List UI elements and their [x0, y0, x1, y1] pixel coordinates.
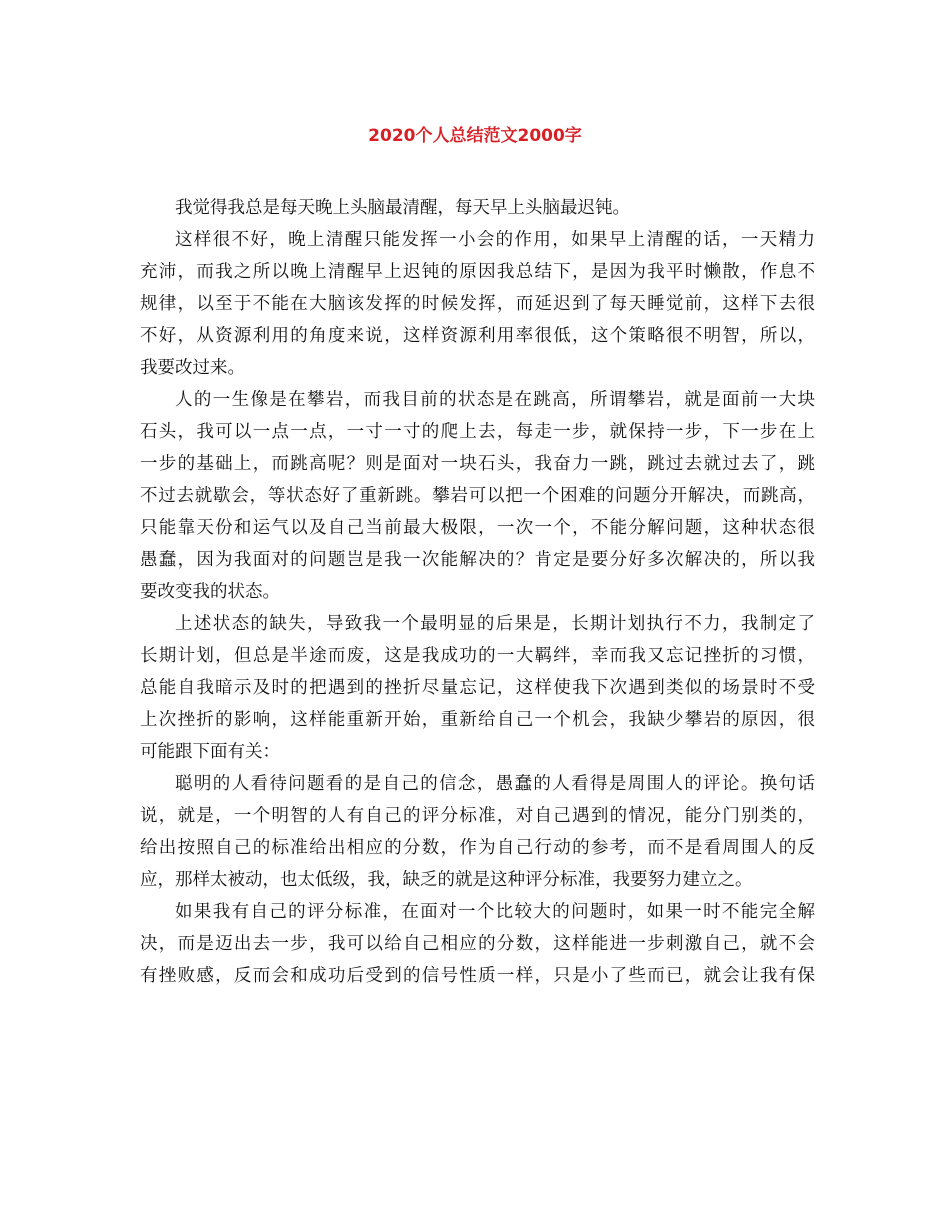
text-line: 人的一生像是在攀岩，而我目前的状态是在跳高，所谓攀岩，就是面前一大块 — [175, 390, 815, 410]
text-line: 上述状态的缺失，导致我一个最明显的后果是，长期计划执行不力，我制定了 — [175, 614, 815, 634]
document-title: 2020个人总结范文2000字 — [368, 126, 582, 146]
text-line: 应，那样太被动，也太低级，我，缺乏的就是这种评分标准，我要努力建立之。 — [140, 870, 753, 890]
text-line: 石头，我可以一点一点，一寸一寸的爬上去，每走一步，就保持一步，下一步在上 — [140, 422, 815, 442]
text-line: 一步的基础上，而跳高呢？则是面对一块石头，我奋力一跳，跳过去就过去了，跳 — [140, 454, 815, 474]
paragraph — [140, 896, 815, 992]
text-line: 充沛，而我之所以晚上清醒早上迟钝的原因我总结下，是因为我平时懒散，作息不 — [140, 262, 815, 282]
text-line: 如果我有自己的评分标准，在面对一个比较大的问题时，如果一时不能完全解 — [175, 902, 815, 922]
text-line: 只能靠天份和运气以及自己当前最大极限，一次一个，不能分解问题，这种状态很 — [140, 518, 815, 538]
text-line: 要改变我的状态。 — [140, 582, 280, 602]
text-line: 我觉得我总是每天晚上头脑最清醒，每天早上头脑最迟钝。 — [175, 198, 630, 218]
text-line: 不好，从资源利用的角度来说，这样资源利用率很低，这个策略很不明智，所以， — [140, 326, 815, 346]
text-line: 说，就是，一个明智的人有自己的评分标准，对自己遇到的情况，能分门别类的， — [140, 806, 815, 826]
text-line: 有挫败感，反而会和成功后受到的信号性质一样，只是小了些而已，就会让我有保 — [140, 966, 815, 986]
text-line: 愚蠢，因为我面对的问题岂是我一次能解决的？肯定是要分好多次解决的，所以我 — [140, 550, 815, 570]
paragraph — [140, 768, 815, 896]
text-line: 总能自我暗示及时的把遇到的挫折尽量忘记，这样使我下次遇到类似的场景时不受 — [140, 678, 815, 698]
text-line: 聪明的人看待问题看的是自己的信念，愚蠢的人看得是周围人的评论。换句话 — [175, 774, 815, 794]
text-line: 长期计划，但总是半途而废，这是我成功的一大羁绊，幸而我又忘记挫折的习惯， — [140, 646, 815, 666]
document-body — [140, 192, 815, 992]
text-line: 这样很不好，晚上清醒只能发挥一小会的作用，如果早上清醒的话，一天精力 — [175, 230, 815, 250]
paragraph — [140, 224, 815, 384]
text-line: 决，而是迈出去一步，我可以给自己相应的分数，这样能进一步刺激自己，就不会 — [140, 934, 815, 954]
paragraph — [140, 192, 815, 224]
paragraph — [140, 384, 815, 608]
text-line: 可能跟下面有关： — [140, 742, 280, 762]
text-line: 我要改过来。 — [140, 358, 245, 378]
text-line: 不过去就歇会，等状态好了重新跳。攀岩可以把一个困难的问题分开解决，而跳高， — [140, 486, 815, 506]
text-line: 规律，以至于不能在大脑该发挥的时候发挥，而延迟到了每天睡觉前，这样下去很 — [140, 294, 815, 314]
paragraph — [140, 608, 815, 768]
text-line: 上次挫折的影响，这样能重新开始，重新给自己一个机会，我缺少攀岩的原因，很 — [140, 710, 815, 730]
text-line: 给出按照自己的标准给出相应的分数，作为自己行动的参考，而不是看周围人的反 — [140, 838, 815, 858]
